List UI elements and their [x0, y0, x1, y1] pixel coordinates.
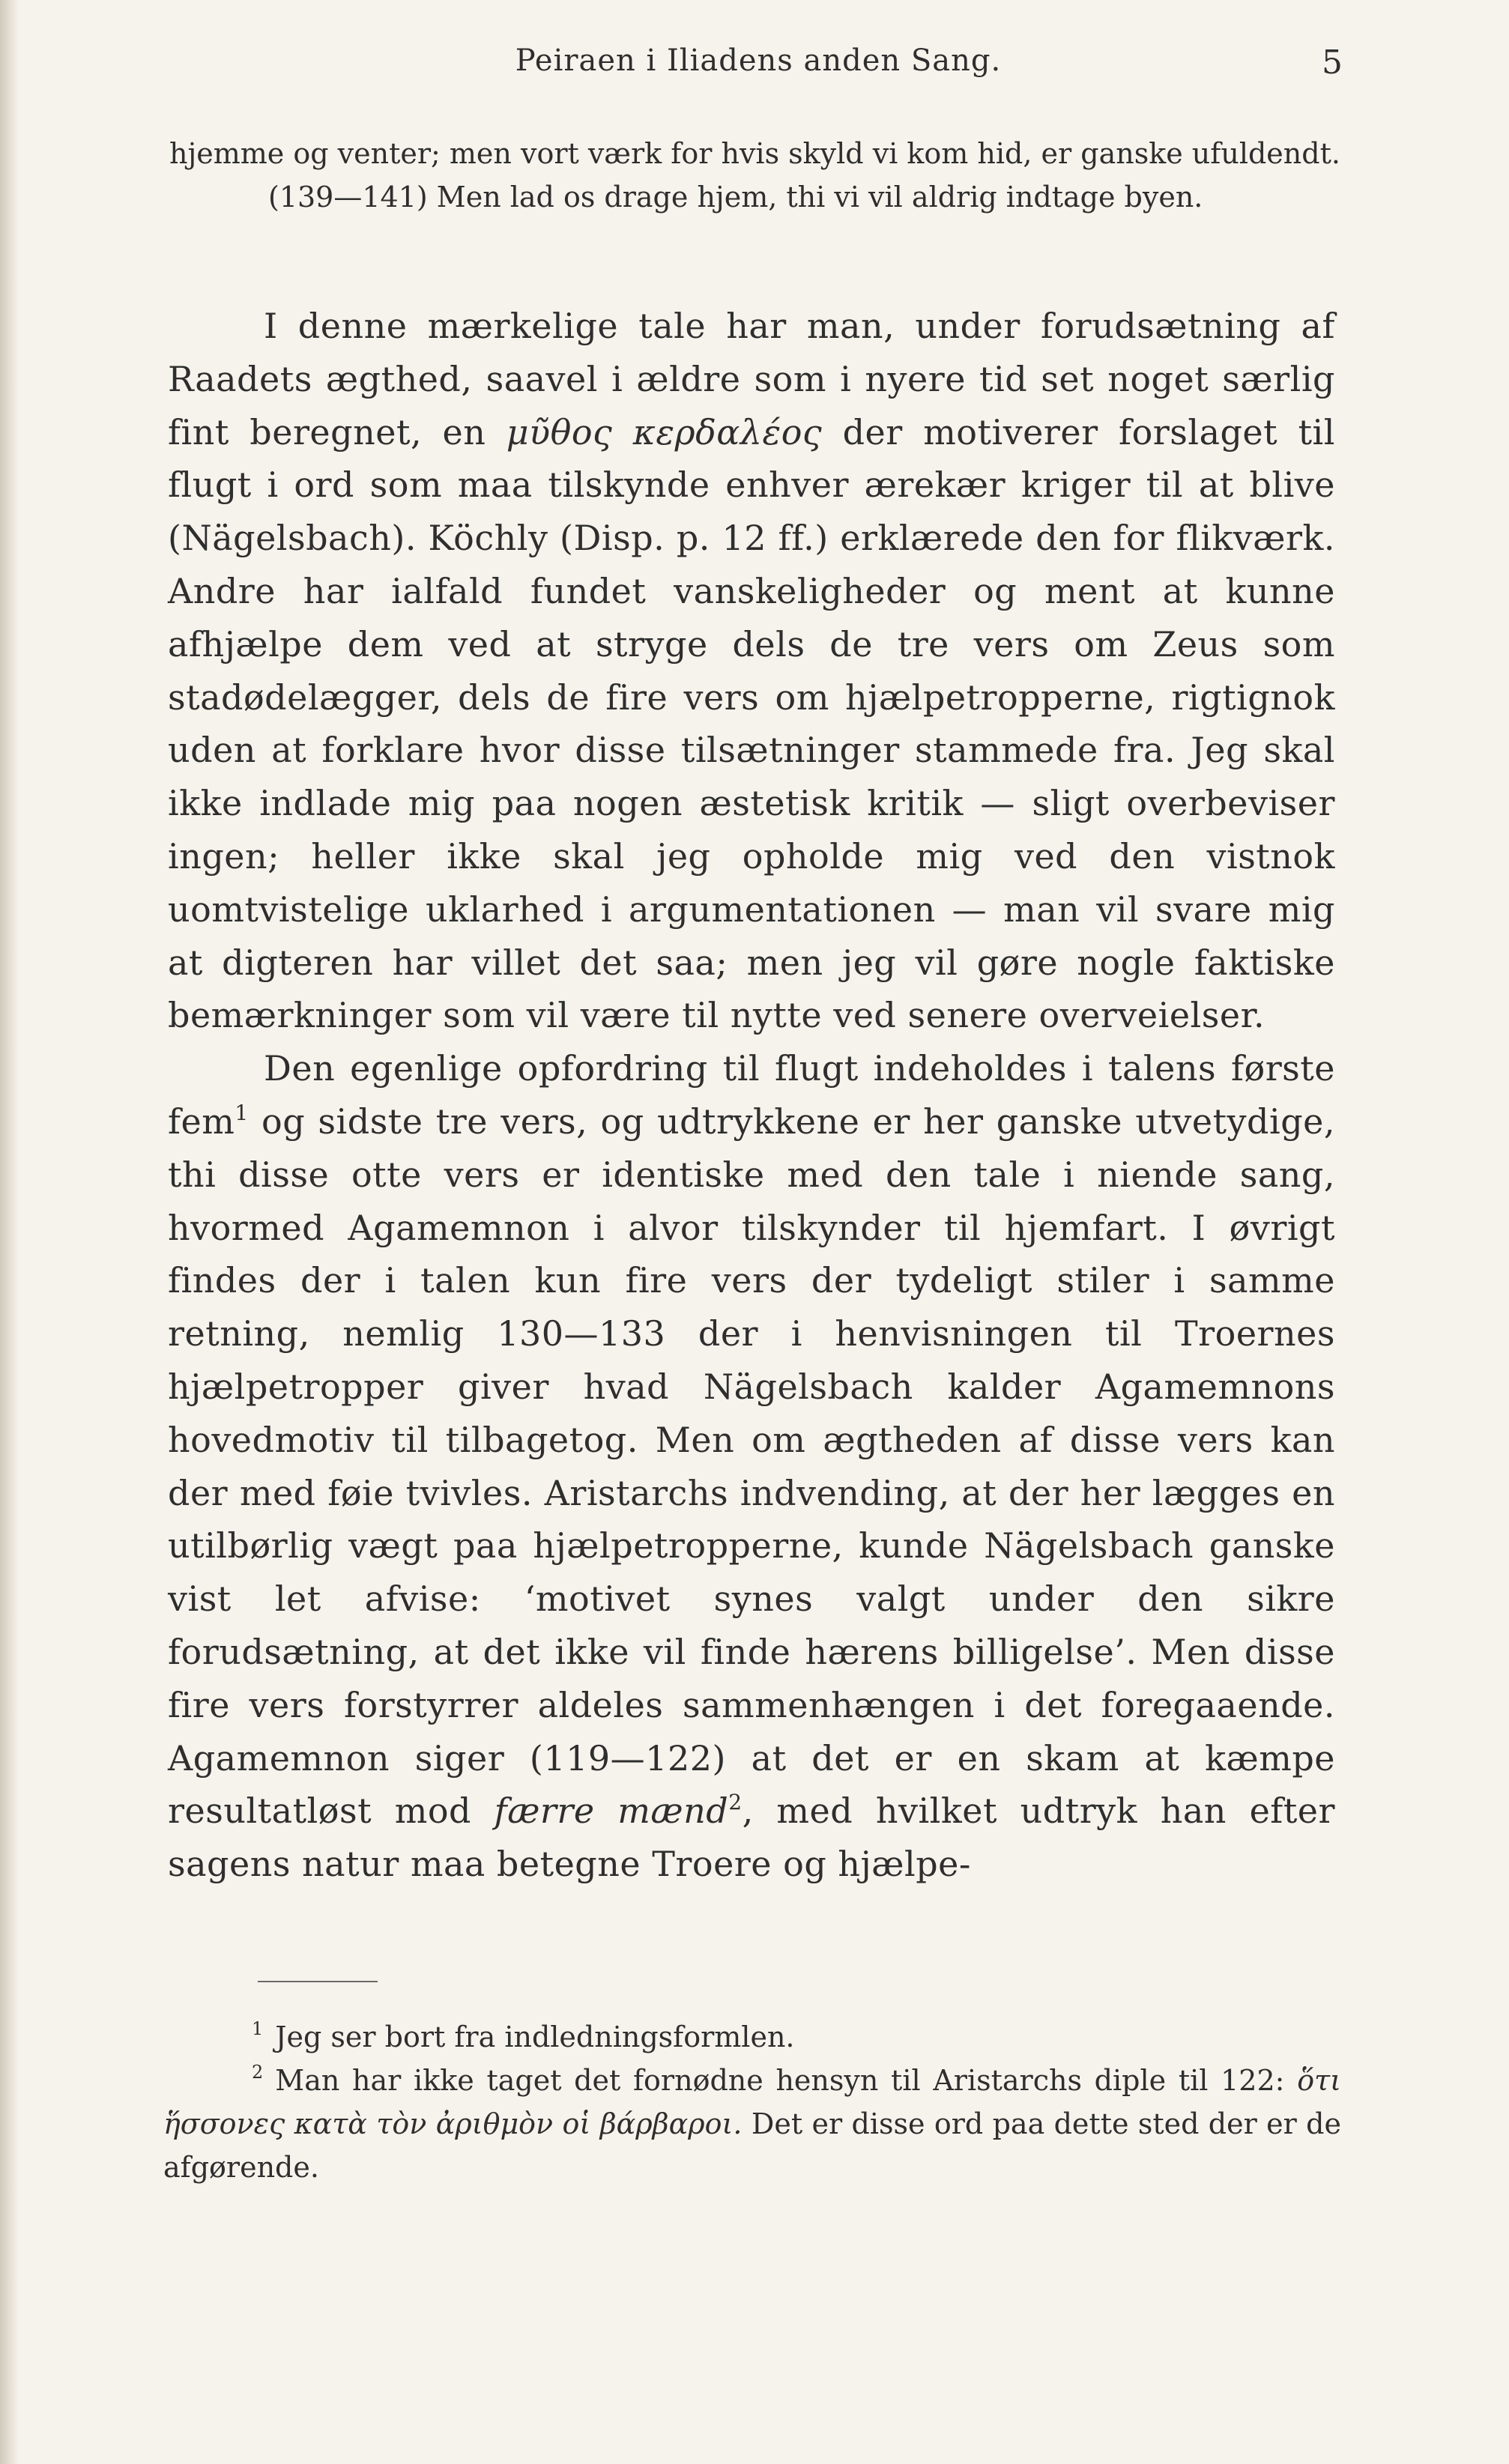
paragraph-1: [168, 300, 1335, 1042]
footnote-2-mark: 2: [252, 2062, 264, 2083]
paragraph-2: [168, 1042, 1335, 1891]
footnote-2-greek: ὅτι ἥσσονες κατὰ τὸν ἀριθμὸν οἱ βάρβαροι.: [163, 2064, 1341, 2140]
footnote-2-part-a: Man har ikke taget det fornødne hensyn til Aristarchs diple til 122:: [275, 2064, 1298, 2097]
footnote-1: [163, 2015, 1341, 2059]
footnote-ref-2[interactable]: 2: [728, 1790, 743, 1815]
footnote-1-mark: 1: [252, 2018, 264, 2039]
footnote-2: [163, 2059, 1341, 2189]
footnote-divider: [258, 1981, 378, 1982]
quoted-line-2: (139—141) Men lad os drage hjem, thi vi vil aldrig indtage byen.: [268, 181, 1203, 214]
quoted-speech-end: [169, 132, 1344, 219]
quoted-line-1: hjemme og venter; men vort værk for hvis skyld vi kom hid, er ganske ufuldendt.: [169, 137, 1340, 170]
book-spine-shadow: [0, 0, 19, 2464]
paragraph-2-part-a: Den egenlige opfordring til flugt indeholdes i talens første fem: [168, 1048, 1335, 1142]
page-header: [174, 43, 1343, 88]
footnote-ref-1[interactable]: 1: [235, 1100, 249, 1125]
paragraph-2-part-b: og sidste tre vers, og udtrykkene er her ganske utvetydige, thi disse otte vers er identiske med den tale i niende sang, hvormed Agamemnon i alvor tilskynder til hjemfart. I øvrigt findes der i talen kun fire vers der tydeligt stiler i samme retning, nemlig 130—133 der i henvisningen til Troernes hjælpetropper giver hvad Nägelsbach kalder Agamemnons hovedmotiv til tilbagetog. Men om ægtheden af disse vers kan der med føie tvivles. Aristarchs indvending, at der her lægges en utilbørlig vægt paa hjælpetropperne, kunde Nägelsbach ganske vist let afvise: ‘motivet synes valgt under den sikre forudsætning, at det ikke vil finde hærens billigelse’. Men disse fire vers forstyrrer aldeles sammenhængen i det foregaaende. Agamemnon siger (119—122) at det er en skam at kæmpe resultatløst mod: [168, 1101, 1335, 1832]
paragraph-1-part-a: I denne mærkelige tale har man, under forudsætning af Raadets ægthed, saavel i ældre som i nyere tid set noget særlig fint beregnet, en: [168, 306, 1335, 452]
main-text: [168, 300, 1335, 1891]
greek-phrase: μῦθος κερδαλέος: [506, 411, 823, 452]
page-number: 5: [1322, 43, 1343, 82]
footnotes: [163, 2015, 1341, 2189]
footnote-1-text: Jeg ser bort fra indledningsformlen.: [275, 2020, 795, 2053]
paragraph-2-part-c: , med hvilket udtryk han efter sagens natur maa betegne Troere og hjælpe-: [168, 1791, 1336, 1885]
footnote-2-part-b: Det er disse ord paa dette sted der er de afgørende.: [163, 2107, 1342, 2184]
paragraph-1-part-b: der motiverer forslaget til flugt i ord som maa tilskynde enhver ærekær kriger til at blive (Nägelsbach). Köchly (Disp. p. 12 ff.) erklærede den for flikværk. Andre har ialfald fundet vanskeligheder og ment at kunne afhjælpe dem ved at stryge dels de tre vers om Zeus som stadødelægger, dels de fire vers om hjælpetropperne, rigtignok uden at forklare hvor disse tilsætninger stammede fra. Jeg skal ikke indlade mig paa nogen æstetisk kritik — sligt overbeviser ingen; heller ikke skal jeg opholde mig ved den vistnok uomtvistelige uklarhed i argumentationen — man vil svare mig at digteren har villet det saa; men jeg vil gøre nogle faktiske bemærkninger som vil være til nytte ved senere overveielser.: [168, 411, 1335, 1036]
running-title: Peiraen i Iliadens anden Sang.: [515, 43, 1002, 78]
italic-phrase: færre mænd: [494, 1791, 729, 1832]
